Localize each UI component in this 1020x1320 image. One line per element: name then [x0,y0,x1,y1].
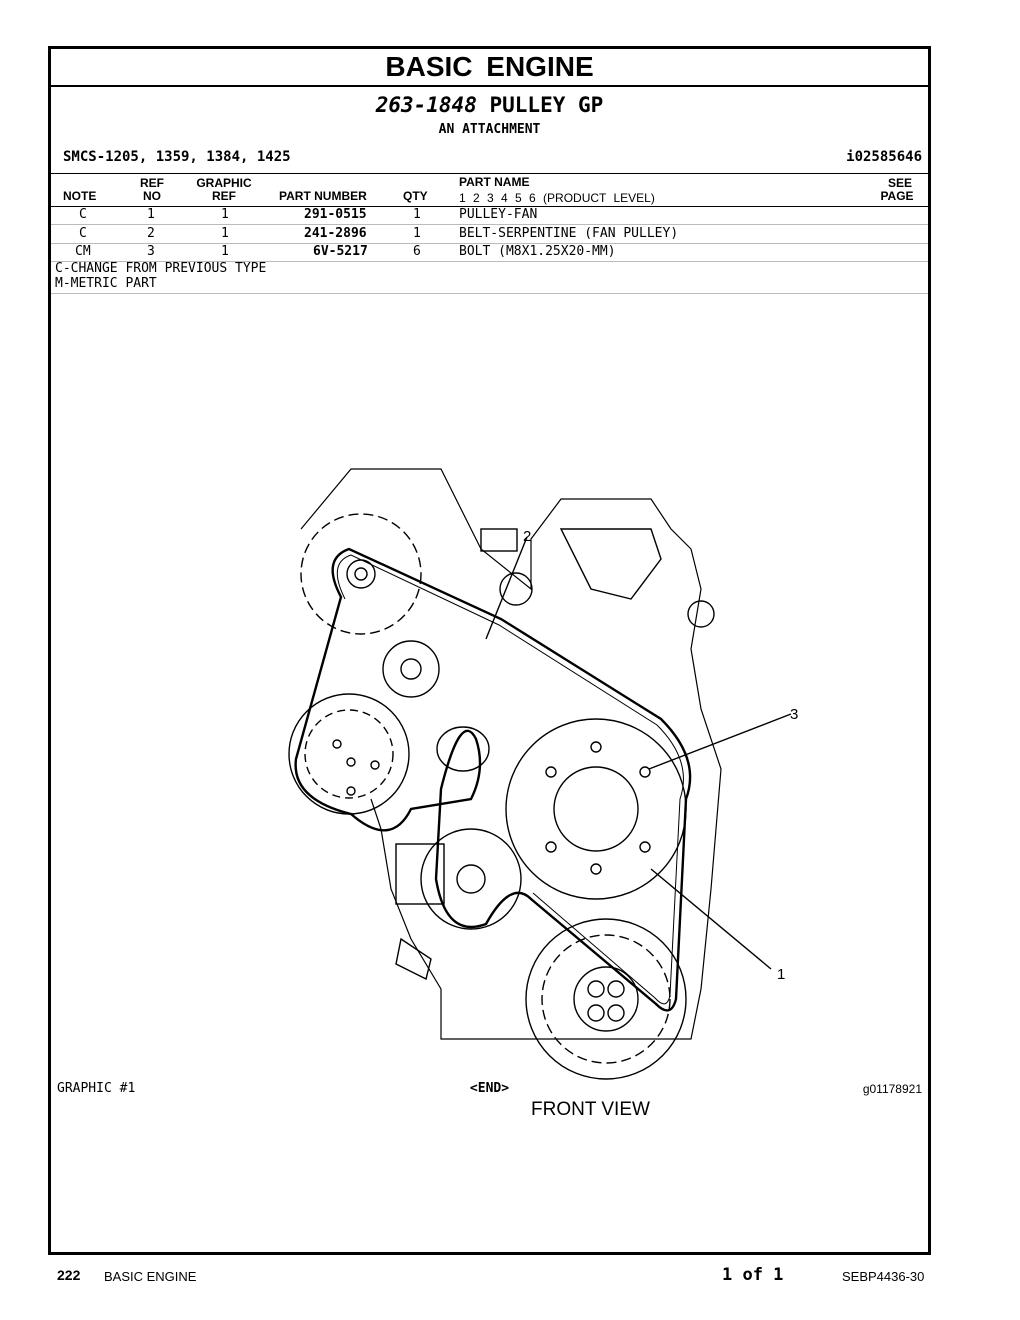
col-product-levels: 1 2 3 4 5 6 (PRODUCT LEVEL) [459,191,655,205]
footer-page-number: 222 [57,1267,81,1283]
col-part-number: PART NUMBER [279,189,367,203]
smcs-codes: SMCS-1205, 1359, 1384, 1425 [63,149,291,165]
front-view-label: FRONT VIEW [531,1099,650,1120]
table-row [51,243,928,262]
group-part-number: 263-1848 [375,93,477,117]
callout-3: 3 [790,706,799,723]
row-ref-no: 3 [147,244,155,259]
row-part-name: BOLT (M8X1.25X20-MM) [459,244,616,259]
table-notes [55,261,266,291]
graphic-label: GRAPHIC #1 [57,1081,136,1096]
row-qty: 1 [413,207,421,222]
parts-table-header [51,173,928,207]
row-part-number: 6V-5217 [313,244,368,259]
document-identifier: i02585646 [846,149,922,165]
footer-page-of: 1 of 1 [722,1265,784,1285]
page-frame [48,46,931,1255]
footer-document-number: SEBP4436-30 [842,1269,925,1284]
col-see-page-top: SEE [887,176,912,190]
row-qty: 6 [413,244,421,259]
footer-section: BASIC ENGINE [104,1269,197,1284]
part-group-heading [51,93,928,117]
table-row [51,225,928,244]
row-graphic-ref: 1 [221,244,229,259]
row-note: CM [75,244,91,259]
col-see-page-bottom: PAGE [880,189,914,203]
attachment-label: AN ATTACHMENT [438,122,541,137]
note-metric: M-METRIC PART [55,276,157,291]
page-title: BASIC ENGINE [51,49,928,87]
col-graphic-ref-top: GRAPHIC [196,176,252,190]
group-name: PULLEY GP [489,93,604,117]
row-ref-no: 1 [147,207,155,222]
col-note: NOTE [63,189,97,203]
note-change: C-CHANGE FROM PREVIOUS TYPE [55,261,267,276]
col-part-name: PART NAME [459,175,530,189]
row-part-name: BELT-SERPENTINE (FAN PULLEY) [459,226,679,241]
row-graphic-ref: 1 [221,226,229,241]
col-ref-no-bottom: NO [143,189,161,203]
callout-2: 2 [523,528,532,545]
col-graphic-ref-bottom: REF [212,189,236,203]
col-qty: QTY [403,189,428,203]
divider [51,293,928,294]
col-ref-no-top: REF [140,176,164,190]
end-marker: <END> [469,1081,510,1096]
table-row [51,206,928,225]
callout-1: 1 [777,966,786,983]
row-part-number: 241-2896 [304,226,367,241]
row-note: C [79,207,87,222]
row-qty: 1 [413,226,421,241]
row-graphic-ref: 1 [221,207,229,222]
graphic-number: g01178921 [862,1082,922,1096]
row-part-name: PULLEY-FAN [459,207,538,222]
row-part-number: 291-0515 [304,207,367,222]
row-note: C [79,226,87,241]
row-ref-no: 2 [147,226,155,241]
